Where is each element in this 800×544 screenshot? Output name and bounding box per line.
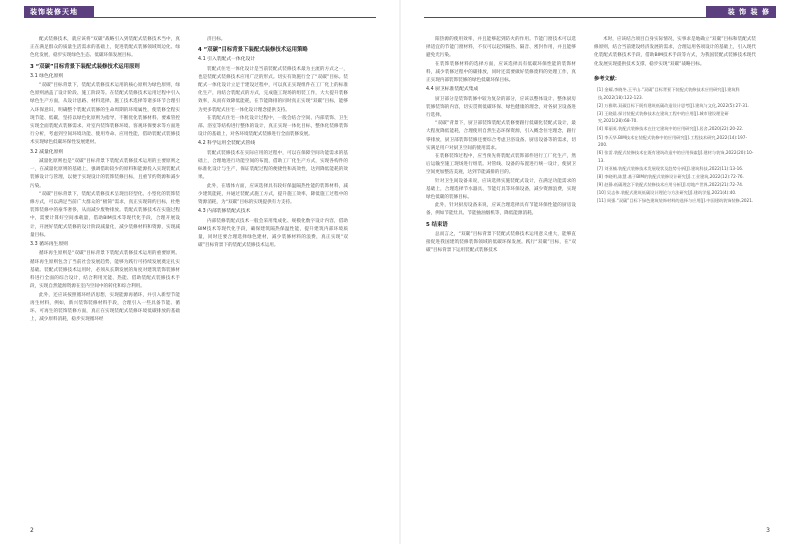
subsection-heading: 4.4 厨卫标准装配式集成 — [426, 87, 479, 93]
header-rule — [424, 17, 776, 18]
subsection-heading: 4.3 内部装修装配式技术 — [198, 209, 251, 215]
reference-item: [1] 金耀,李晓冬,王平山.“双碳”目标背景下装配式装修技术应用研究[J].建筑科技,2022(18):122-123. — [597, 87, 740, 100]
paragraph: 阳热源的使用效率，并且能够起到防火的作用。节能门窗技术可以选择适宜的节能门窗材料，不仅可以起到隔热、隔音、密封作用，并且能够避免光污染。 — [426, 37, 576, 59]
magazine-section-header: 装饰装修天地 — [24, 6, 94, 18]
reference-item: [9] 赵静.低碳理念下装配式装修技术应用分析[J].房地产世界,2022(21):72-74. — [597, 182, 744, 188]
reference-item: [3] 王晓晨.探讨装配式装修技术在建筑工程中的应用[J].城市建设理论研究,2021(28):68-70. — [597, 110, 729, 124]
subsection-heading: 4.1 引入装配式一体化设计 — [198, 57, 256, 63]
reference-item: [6] 张雷.装配式装修技术在既有建筑改造中的应用探索[J].建材与装饰,2022(20):10-13. — [597, 150, 754, 163]
paragraph: 此外，针对厨房设备来说，应该合理选择具有节能环保性能的厨房设备，例如节能灶具、节能抽油烟机等，降低能源消耗。 — [426, 203, 576, 217]
paragraph: 针对卫生间设备来说，应该选择实施装配式设计，在满足功能需求的基础上，合理选择节水器具、节能灯具等环保设备，减少资源浪费，实现绿色低碳的装修目标。 — [426, 178, 576, 201]
section-heading: 5 结束语 — [426, 221, 448, 228]
paragraph: 减量化原则也是“双碳”目标背景下装配式装修技术运用的主要原则之一，在减量化原则的基础上，强调借助较少的原料和能源投入实现装配式装修设计与管理，以便于实现设计的装饰装修目标，且重节约资源和减少污染。 — [30, 159, 180, 189]
paragraph: 此外，在墙体方面，应该选择具有较好保温隔热性能的装饰材料，减少建筑能耗，并通过装配式施工方式，提升施工效率，降低施工过程中的资源消耗，为“双碳”目标的实现提供有力支持。 — [198, 183, 348, 206]
reference-item: [7] 刘亚楠.装配式装修技术发展现状及趋势分析[J].建筑科技,2022(11):13-16. — [597, 165, 744, 171]
paragraph: 济目标。 — [207, 37, 226, 42]
paragraph: 装配式装修技术在实际应用的过程中，可以在保障空间功能需求的基础上，合理地进行功能空间的布置，借助工厂化生产方式，实现各构件的标准化设计与生产，保证装配过程的便捷性和高效性，达到降低能耗的效果。 — [198, 150, 348, 181]
text-column-3 — [426, 36, 576, 522]
magazine-section-header: 装 饰 装 修 — [706, 6, 776, 18]
text-column-1 — [30, 36, 180, 522]
paragraph: 装配式住宅一体化设计是当前装配式装修技术最为主流的方式之一，也是装配式装修技术应用广泛的形式。切实有效施行全了“双碳”目标。装配式一体化设计立足于建设过程中，可以真正实现组件在工厂化上的标准化生产，再结合装配式的方式，完成施工现场的组装工作，大大提升装修效率，从而有效降低能耗，在节能降排的同时真正实现“双碳”目标，能够为更多装配式住宅一体化设计理念提供支持。 — [198, 66, 348, 113]
paragraph: 总而言之，“双碳”目标背景下装配式装修技术运用意义重大，能够直接促进我国建筑装修装饰领域的低碳环保发展。践行“双碳”目标，在“双碳”目标背景下运用装配式装修技术 — [426, 231, 576, 254]
paragraph: 在装修装饰过程中，应当预先将装配式装饰部件进行工厂化生产，然后运输至施工现场进行组装。对管线、设备的布置进行统一设计，使厨卫空间更加整洁美观，达到节能减排的目的。 — [426, 154, 576, 176]
reference-item: [5] 李天华.BIM技术在装配式装修中的应用研究[J].工程技术研究,2022(14):197-200. — [597, 134, 747, 148]
subsection-heading: 3.1 绿色化原则 — [30, 73, 64, 79]
paragraph: 在装饰装修材料的选择方面，应该选择具有低碳环保性能的装饰材料，减少装修过程中的碳排放，同时还需要做好装修废料的处理工作，真正实现内部装饰装修的绿色低碳环保目标。 — [426, 61, 576, 84]
reference-item: [10] 吴志伟.装配式建筑低碳设计理论与方法研究[J].建筑学报,2021(4):40. — [597, 190, 737, 196]
text-column-4 — [594, 36, 756, 522]
text-column-2 — [198, 36, 348, 522]
references-heading: 参考文献： — [594, 75, 620, 82]
section-heading: 3 “双碳”目标背景下装配式装修技术运用原则 — [30, 63, 140, 70]
subsection-heading: 3.2 减量化原则 — [30, 149, 64, 155]
reference-item: [4] 郑丽英.装配式装修技术在住宅建筑中的应用研究[J].居舍,2020(22):20-22. — [597, 126, 744, 132]
paragraph: 此外，还应该按照循环经济思想，实现能源再循环，并引入新型节能再生材料，例如，新兴装饰装修材料手段，合理引入一些具备节能、循环、可再生的装饰装修方面，真正在实现装配式装修环境低碳排放的基础上，减少原料消耗，稳步实现循环经 — [30, 292, 180, 323]
paragraph: “双碳”目标背景下，装配式装修技术运用的核心原则为绿色原则，绿色原则涵盖了设计阶段、施工阶段等。在装配式装修技术运用过程中引入绿色生产方面，从设计思路、材料选择、施工技术选择等诸多环节合理引入环保意识，明确整个装配式装修的生命周期的环境属性，使装修全程实现节能、低碳，坚持以绿色化原则为指导，不断优化装修材料、要素管控实现全面装配式装修需求。对室内装饰装修环境、客观环保要求等方面进行分析，考虑到空间环境功能、使用寿命、应用性能，借助装配式装修技术实现绿色低碳环保性发展建材。 — [30, 83, 180, 146]
header-rule — [24, 17, 376, 18]
page-number: 2 — [30, 527, 34, 534]
paragraph: 在装配式住宅一体化设计过程中，一般会结合空间、内部装饰、卫生部、浴室等结构进行整体的设计，真正实现一体化目标，整体化装修装饰设计的基础上，对各环境装配式装修进行全面装修发展。 — [198, 115, 348, 138]
paragraph: 循环再生原则是“双碳”目标背景下装配式装修技术运用的重要原则。循环再生原则包含了当前社会发展趋势，能够为践行可持续发展奠定扎实基础。装配式装修技术运用时，必须从长期发展的角度对建筑装饰装修材料进行全面的综合设计，结合利用光能、热能、借助装配式装修技术手段，实现自然能源资源在室内空间中的转化和综合利用。 — [30, 251, 180, 290]
right-page — [400, 0, 800, 544]
subsection-heading: 3.3 循环再生原则 — [30, 242, 68, 248]
reference-item: [2] 万雅琪.双碳目标下既有建筑低碳改造设计思考[J].建筑与文化,2022(5):27-31. — [597, 102, 749, 108]
paragraph: 厨卫部分是装饰装修中较为复杂的部分，应该以整体设计、整体厨房装修装饰的内容，切实贯彻低碳环保、绿色健康的理念，对各厨卫设备进行选择。 — [426, 96, 576, 119]
paragraph: “双碳”目标背景下，装配式装修技术呈现出轻型化、小型化的装饰装修方式，可以满足当前广大群众的“极简”需求，真正实现简约目标，杜绝装饰装修中的豪华奢侈，从而减少废物排放。装配式装修技术在实施过程中，需要计算好空间承载量，借助BIM技术等现代化手段，合理开展设计，开展好装配式装修的设计阶段减量化，减少装修材料和资源，实现减量目标。 — [30, 191, 180, 238]
paragraph: 配式装修技术，就应该将“双碳”战略引入到装配式装修技术当中，真正在满足群众的质量生活需求的基础上，促进装配式装修领域周边化、绿色化发展，稳步实现绿色生态、低碳环保发展目标。 — [30, 37, 180, 59]
page-number: 3 — [766, 527, 770, 534]
paragraph: 内部装修装配式技术一般会采用集成化、规模化数字设计内容，借助BIM技术等现代化手段，确保建筑隔热保温性能，提升建筑内部环境质量，同时还要合理选择绿色建材，减少装修材料的浪费，真正实现“双碳”目标背景下的装配式装修技术运用。 — [198, 218, 348, 249]
reference-item: [8] 李晓明,陈慧.基于BIM的装配式装修设计研究[J].工业建筑,2022(12):72-76. — [597, 174, 744, 180]
paragraph: 术时，应该结合项目自身实际情况，实事求是地确立“双碳”目标和装配式装修原则，结合当前建设经济发展的需求，合理运用各项设计的基础上，引入现代化装配式装修技术手段，借助BIM技术手段等方式，为我国装配式装修技术现代化发展实现提供技术支撑，稳步实现“双碳”战略目标。 — [594, 37, 756, 67]
paragraph: “双碳”背景下，厨卫部装饰装配式装修要跟行低碳化装配式设计，最大程度降低能耗，合理使用自然生态环保资源，引入概念住宅理念，跟行零排放，厨卫部装饰装修还要综合考虑卫浴设备、厨房设备等的需求，切实满足用户对厨卫空间的使用需求。 — [426, 121, 576, 151]
reference-item: [11] 周强.“双碳”目标下绿色建筑装饰材料的选择与应用[J].中国建筑装饰装修,2021. — [597, 198, 754, 204]
subsection-heading: 4.2 科学运用全装配式管线 — [198, 141, 256, 147]
section-heading: 4 “双碳”目标背景下装配式装修技术运用策略 — [198, 47, 308, 54]
